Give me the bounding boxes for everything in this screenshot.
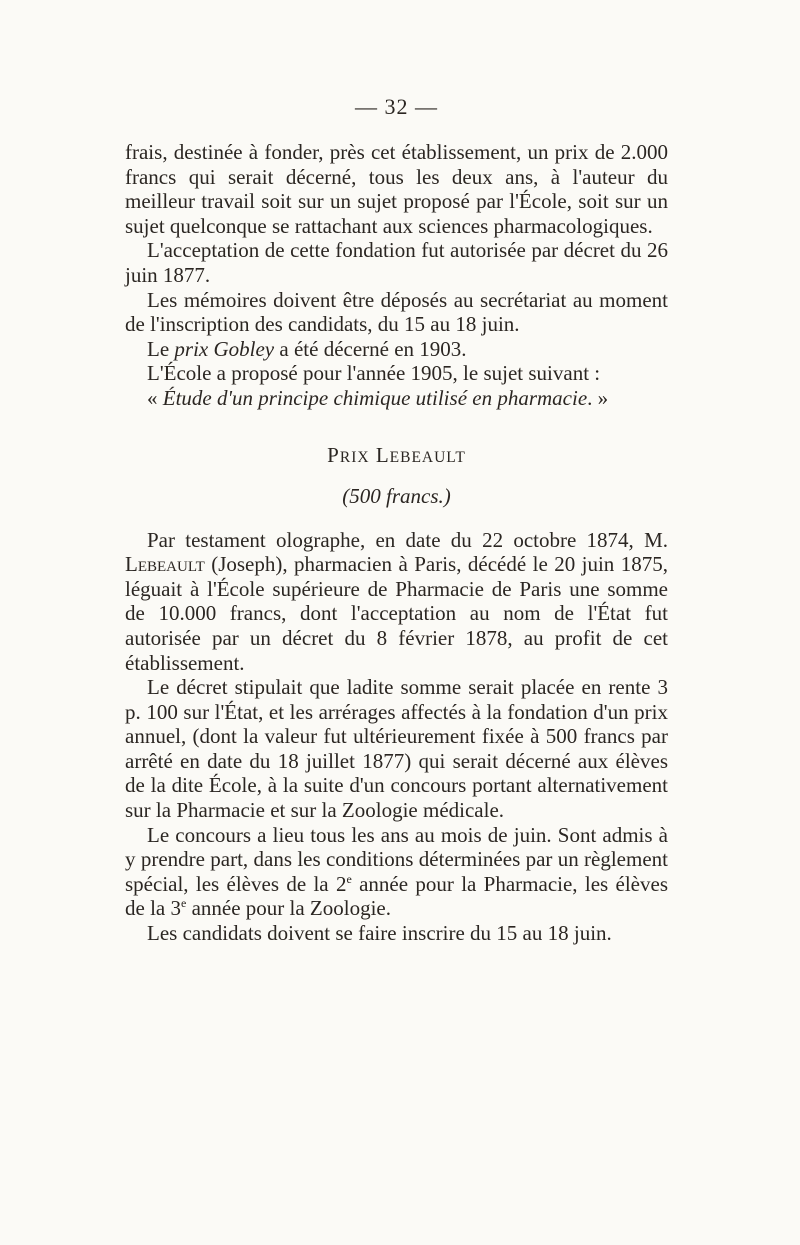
gobley-prize-name: prix Gobley [174,336,275,361]
paragraph-concours [125,823,668,921]
paragraph-lebeault-testament [125,528,668,676]
paragraph-registration: Les candidats doivent se faire inscrire du 15 au 18 juin. [147,921,612,946]
lebeault-name: Lebeault [125,552,205,577]
concours-part3: année pour la Zoologie. [186,896,391,921]
heading-word2-rest: EBEAULT [389,448,466,466]
lebeault-part2: (Joseph), pharmacien à Paris, décédé le 20 juin 1875, léguait à l'École supérieure de Pharmacie de Paris une somme de 10.000 francs, dont l'acceptation au nom de l'État fut autorisée par un décret du 8 février 1878, au profit de cet établissement. [125,552,668,675]
paragraph-acceptance: L'acceptation de cette fondation fut autorisée par décret du 26 juin 1877. [125,238,668,287]
heading-word2-initial: L [375,442,390,467]
paragraph-decree: Le décret stipulait que ladite somme serait placée en rente 3 p. 100 sur l'État, et les arrérages affectés à la fondation d'un prix annuel, (dont la valeur fut ultérieurement fixée à 500 francs par arrêté en date du 18 juillet 1877) qui serait décerné aux élèves de la dite École, à la suite d'un concours portant alternativement sur la Pharmacie et sur la Zoologie médicale. [125,675,668,823]
gobley-before: Le [147,336,175,361]
page-number: — 32 — [355,94,438,119]
subject-quote-close: . » [587,385,609,410]
paragraph-subject-intro: L'École a proposé pour l'année 1905, le sujet suivant : [147,361,601,386]
heading-word1-rest: RIX [339,448,370,466]
subject-title-text: Étude d'un principe chimique utilisé en pharmacie [162,385,588,410]
concours-part2: année pour la Pharmacie, les élèves de la 3 [125,871,668,921]
heading-word1-initial: P [327,442,340,467]
gobley-after: a été décerné en 1903. [274,336,467,361]
subject-quote-open: « [147,385,163,410]
section-subheading-amount: (500 francs.) [342,483,451,508]
paragraph-deposit: Les mémoires doivent être déposés au secrétariat au moment de l'inscription des candidats, du 15 au 18 juin. [125,287,668,337]
concours-sup1: e [346,871,352,886]
paragraph-fees: frais, destinée à fonder, près cet établissement, un prix de 2.000 francs qui serait décerné, tous les deux ans, à l'auteur du meilleur travail soit sur un sujet proposé par l'École, soit sur un sujet quelconque se rattachant aux sciences pharmacologiques. [125,140,668,238]
paragraph-gobley [125,337,668,362]
section-heading-prix-lebeault [125,441,668,472]
document-page [125,92,668,946]
paragraph-subject-title [125,386,668,411]
lebeault-part1: Par testament olographe, en date du 22 octobre 1874, M. [147,527,668,552]
concours-part1: Le concours a lieu tous les ans au mois de juin. Sont admis à y prendre part, dans les conditions déterminées par un règlement spécial, les élèves de la 2 [125,822,668,896]
concours-sup2: e [180,896,187,911]
